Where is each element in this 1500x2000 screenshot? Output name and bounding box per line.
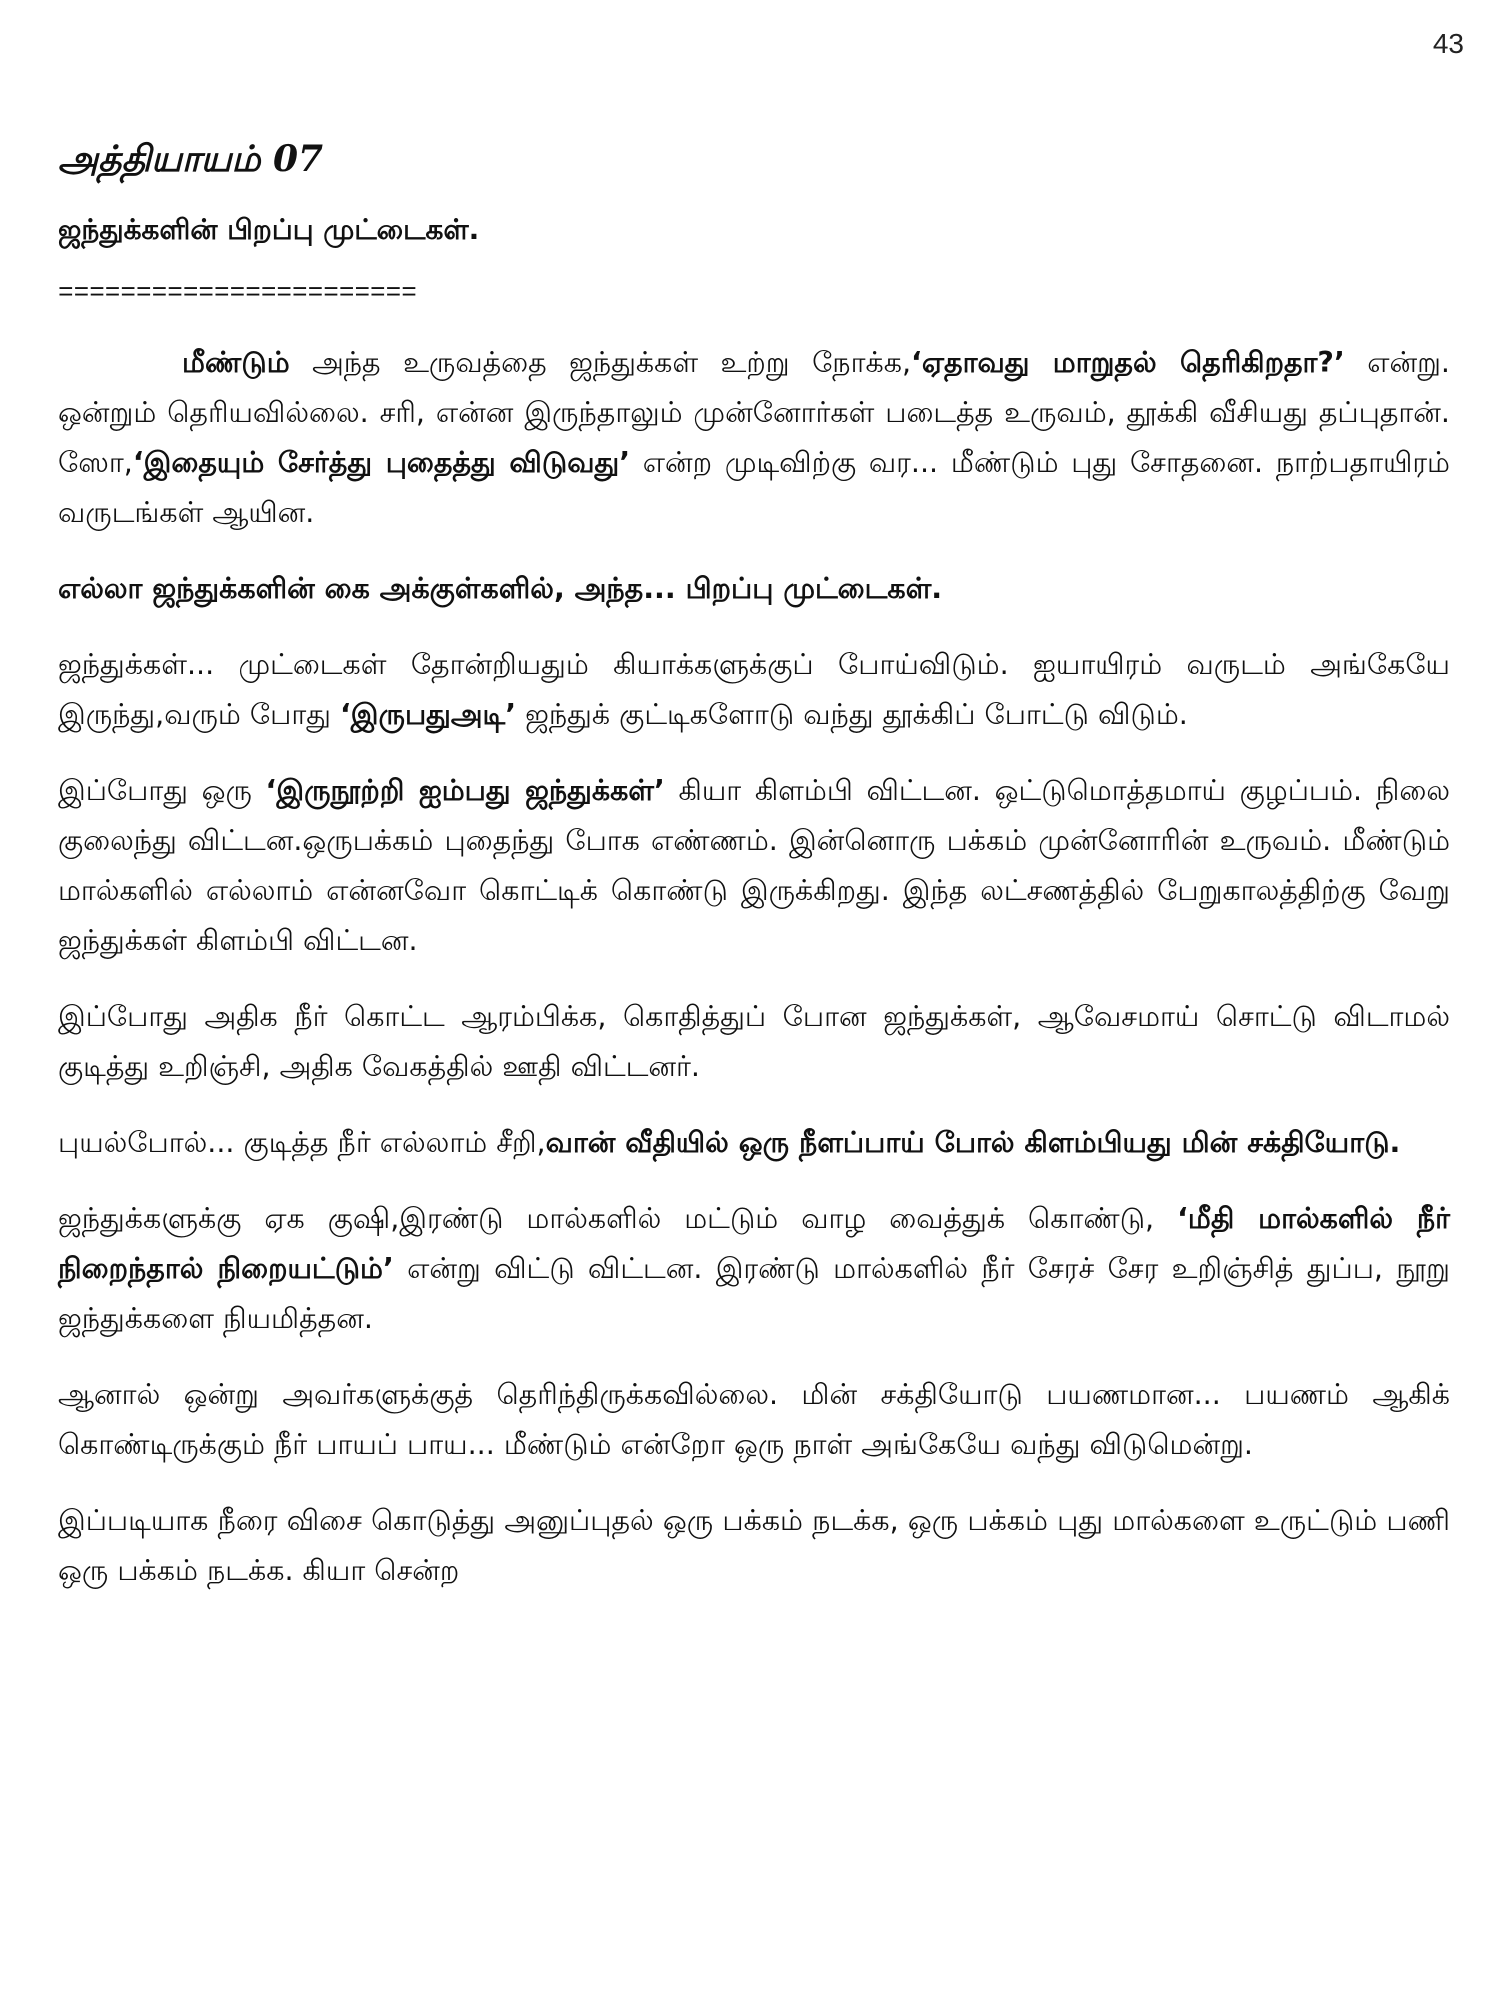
paragraph-3 [58, 640, 1450, 740]
paragraph-9: இப்படியாக நீரை விசை கொடுத்து அனுப்புதல் ஒரு பக்கம் நடக்க, ஒரு பக்கம் புது மால்களை உருட்டும் பணி ஒரு பக்கம் நடக்க. கியா சென்ற [58, 1504, 1450, 1587]
chapter-title: அத்தியாயம் 07 [58, 138, 324, 180]
paragraph-1-text-b: என்று. ஒன்றும் தெரியவில்லை. சரி, என்ன இருந்தாலும் முன்னோர்கள் படைத்த உருவம், தூக்கி வீசியது தப்புதான். ஸோ, [58, 346, 1450, 479]
paragraph-4 [58, 766, 1450, 966]
paragraph-2: எல்லா ஜந்துக்களின் கை அக்குள்களில், அந்த... பிறப்பு முட்டைகள். [58, 572, 943, 605]
paragraph-4-text-a: இப்போது ஒரு [58, 774, 266, 807]
paragraph-8: ஆனால் ஒன்று அவர்களுக்குத் தெரிந்திருக்கவில்லை. மின் சக்தியோடு பயணமான... பயணம் ஆகிக் கொண்டிருக்கும் நீர் பாயப் பாய... மீண்டும் என்றோ ஒரு நாள் அங்கேயே வந்து விடுமென்று. [58, 1378, 1450, 1461]
paragraph-1-quote-a: ‘ஏதாவது மாறுதல் தெரிகிறதா?’ [911, 346, 1345, 379]
paragraph-6-text: புயல்போல்... குடித்த நீர் எல்லாம் சீறி, [58, 1126, 546, 1159]
paragraph-1-lead: மீண்டும் [182, 346, 290, 379]
paragraph-1-quote-b: ‘இதையும் சேர்த்து புதைத்து விடுவது’ [132, 446, 631, 479]
page-number: 43 [1432, 28, 1464, 59]
paragraph-7 [58, 1194, 1450, 1344]
paragraph-3-text-a: ஜந்துக்கள்... முட்டைகள் தோன்றியதும் கியாக்களுக்குப் போய்விடும். ஐயாயிரம் வருடம் அங்கேயே இருந்து,வரும் போது [58, 648, 1450, 731]
paragraph-5: இப்போது அதிக நீர் கொட்ட ஆரம்பிக்க, கொதித்துப் போன ஜந்துக்கள், ஆவேசமாய் சொட்டு விடாமல் குடித்து உறிஞ்சி, அதிக வேகத்தில் ஊதி விட்டனர். [58, 1000, 1450, 1083]
paragraph-7-quote: ‘மீதி மால்களில் நீர் நிறைந்தால் நிறையட்டும்’ [58, 1202, 1451, 1285]
paragraph-4-quote: ‘இருநூற்றி ஐம்பது ஜந்துக்கள்’ [265, 774, 665, 807]
paragraph-6 [58, 1118, 1450, 1168]
paragraph-1-text-c: என்ற முடிவிற்கு வர... மீண்டும் புது சோதனை. நாற்பதாயிரம் வருடங்கள் ஆயின. [58, 446, 1450, 529]
paragraph-6-emphasis: வான் வீதியில் ஒரு நீளப்பாய் போல் கிளம்பியது மின் சக்தியோடு. [545, 1126, 1401, 1159]
paragraph-7-text-a: ஜந்துக்களுக்கு ஏக குஷி,இரண்டு மால்களில் மட்டும் வாழ வைத்துக் கொண்டு, [58, 1202, 1178, 1235]
paragraph-1-text-a: அந்த உருவத்தை ஜந்துக்கள் உற்று நோக்க, [289, 346, 912, 379]
paragraph-3-quote: ‘இருபதுஅடி’ [339, 698, 517, 731]
paragraph-3-text-b: ஜந்துக் குட்டிகளோடு வந்து தூக்கிப் போட்டு விடும். [516, 698, 1188, 731]
paragraph-4-text-b: கியா கிளம்பி விட்டன. ஒட்டுமொத்தமாய் குழப்பம். நிலை குலைந்து விட்டன.ஒருபக்கம் புதைந்து போக எண்ணம். இன்னொரு பக்கம் முன்னோரின் உருவம். மீண்டும் மால்களில் எல்லாம் என்னவோ கொட்டிக் கொண்டு இருக்கிறது. இந்த லட்சணத்தில் பேறுகாலத்திற்கு வேறு ஜந்துக்கள் கிளம்பி விட்டன. [58, 774, 1450, 957]
paragraph-1 [58, 338, 1450, 538]
page-content [58, 138, 1450, 1622]
paragraph-7-text-b: என்று விட்டு விட்டன. இரண்டு மால்களில் நீர் சேரச் சேர உறிஞ்சித் துப்ப, நூறு ஜந்துக்களை நியமித்தன. [58, 1252, 1450, 1335]
chapter-subtitle: ஜந்துக்களின் பிறப்பு முட்டைகள். [58, 213, 480, 246]
section-divider: ======================= [58, 278, 417, 308]
